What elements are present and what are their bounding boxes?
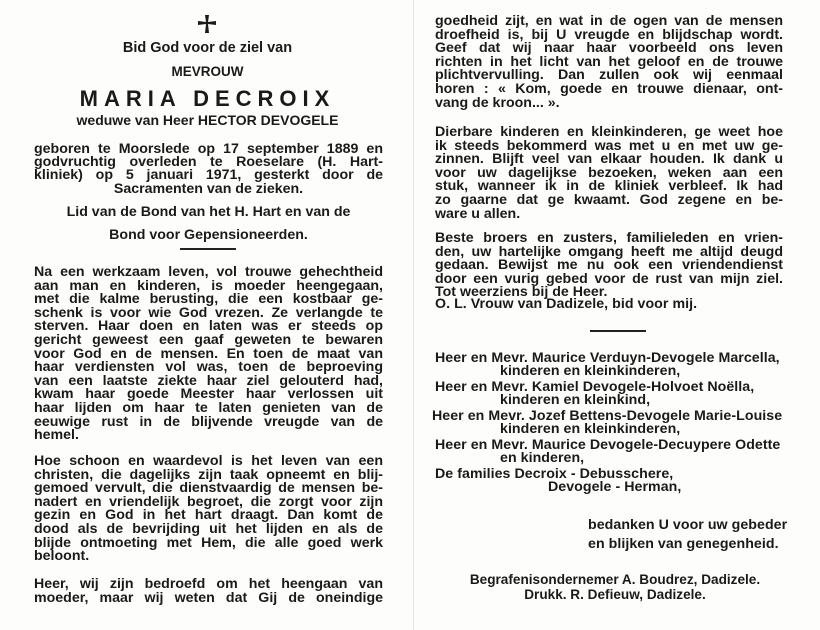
right-page	[410, 0, 820, 630]
family-member-name: De families Decroix - Debusschere,	[435, 466, 674, 482]
text-line: horen : « Kom, goede en trouwe dienaar, ont-	[435, 81, 783, 97]
text-line: gedaan. Bewijst me nu ook een vriendendienst	[435, 257, 783, 274]
text-line: nadert en vriendelijk begroet, die zorgt voor zijn	[34, 493, 383, 510]
text-line: ware u allen.	[435, 205, 521, 222]
family-member-name: Heer en Mevr. Maurice Verduyn-Devogele Marcella,	[435, 350, 780, 366]
text-line: dood als de bevrijding uit het lijden en als de	[34, 521, 383, 537]
text-line: eeuwige rust in de blijvende vreugde van de	[34, 413, 383, 430]
text-line: van een laatste ziekte haar ziel gelouterd had,	[34, 372, 383, 389]
text-line: Tot weerziens bij de Heer.	[435, 284, 608, 301]
divider	[590, 330, 646, 332]
text-line: gericht geweest een gaaf geweten te bewaren	[34, 332, 383, 348]
family-member-relatives: kinderen en kleinkinderen,	[500, 363, 681, 379]
text-line: kwam haar goede Meester haar verlossen uit	[34, 386, 383, 403]
text-line: christen, die dagelijks zijn taak opneemt en blij-	[34, 466, 383, 483]
birth-line: kliniek) op 5 januari 1971, gesterkt door de	[34, 167, 383, 183]
family-member-relatives: en kinderen,	[500, 450, 585, 466]
birth-line: geboren te Moorslede op 17 september 1889 en	[34, 141, 383, 157]
thanks-line: bedanken U voor uw gebeder	[588, 517, 788, 533]
membership-line: Bond voor Gepensioneerden.	[109, 227, 308, 243]
text-line: door een vurig gebed voor de rust van mijn ziel.	[435, 270, 783, 287]
text-line: aan man en kinderen, is moeder heengegaan,	[34, 277, 383, 294]
text-line: zinnen. Blijft veel van elkaar houden. Ik dank u	[435, 151, 783, 168]
birth-line: Sacramenten van de zieken.	[113, 181, 304, 197]
prayer-heading: Bid God voor de ziel van	[122, 40, 293, 56]
family-member-relatives: kinderen en kleinkinderen,	[500, 421, 681, 437]
family-member-relatives: kinderen en kleinkind,	[500, 392, 651, 408]
membership-line: Lid van de Bond van het H. Hart en van de	[66, 204, 351, 220]
text-line: haar verdiensten vol was, toen de beproeving	[34, 359, 383, 376]
funeral-director-credit: Begrafenisondernemer A. Boudrez, Dadizele.	[469, 572, 761, 587]
printer-credit: Drukk. R. Defieuw, Dadizele.	[524, 587, 706, 602]
family-member-relatives: Devogele - Herman,	[548, 479, 682, 495]
family-member-name: Heer en Mevr. Kamiel Devogele-Holvoet Noëlla,	[435, 379, 755, 395]
text-line: hemel.	[34, 427, 79, 444]
text-line: den, uw hartelijke omgang heeft me altijd deugd	[435, 243, 783, 260]
text-line: zo gaarne dat ge kwaamt. God zegene en be-	[435, 192, 783, 208]
text-line: Dierbare kinderen en kleinkinderen, ge weet hoe	[435, 124, 783, 140]
prayer-to-our-lady: O. L. Vrouw van Dadizele, bid voor mij.	[435, 296, 698, 312]
text-line: gezin en God in het hart draagt. Dan komt de	[34, 507, 383, 524]
text-line: droefheid is, bij U vreugde en blijdschap wordt.	[435, 26, 783, 43]
text-line: plichtvervulling. Dan zullen ook wij eenmaal	[435, 67, 783, 84]
text-line: ik steeds bekommerd was met u en met uw ge-	[435, 137, 783, 154]
text-line: goedheid zijt, en wat in de ogen van de mensen	[435, 13, 783, 29]
title-mevrouw: MEVROUW	[171, 64, 244, 79]
text-line: Geef dat wij naar haar voorbeeld ons leven	[435, 40, 783, 57]
text-line: richten in het licht van het geloof en de trouwe	[435, 53, 783, 70]
widow-of-line: weduwe van Heer HECTOR DEVOGELE	[76, 112, 339, 128]
text-line: Na een werkzaam leven, vol trouwe gehechtheid	[34, 264, 383, 280]
thanks-line: en blijken van genegenheid.	[588, 536, 779, 552]
text-line: moeder, maar wij weten dat Gij de oneindige	[34, 589, 383, 606]
family-member-name: Heer en Mevr. Maurice Devogele-Decuypere Odette	[435, 437, 781, 453]
text-line: gemoed vervult, die dienstvaardig de mensen be-	[34, 480, 383, 497]
text-line: haar lijden om haar te laten genieten van de	[34, 400, 383, 416]
text-line: met die kalme berusting, die een kostbaar ge-	[34, 291, 383, 308]
cross-pattee-icon	[196, 13, 218, 35]
text-line: Hoe schoon en waardevol is het leven van een	[34, 453, 383, 469]
family-member-name: Heer en Mevr. Jozef Bettens-Devogele Marie-Louise	[432, 408, 783, 424]
text-line: stuk, wanneer ik in de kliniek verbleef. Ik had	[435, 178, 783, 195]
text-line: vang de kroon... ».	[435, 94, 560, 111]
divider	[180, 248, 236, 250]
text-line: Beste broers en zusters, familieleden en vrien-	[435, 230, 783, 246]
text-line: beloont.	[34, 548, 90, 565]
text-line: sterven. Haar doen en laten was er steeds op	[34, 318, 383, 335]
birth-line: godvruchtig overleden te Roeselare (H. Hart-	[34, 154, 383, 170]
text-line: Heer, wij zijn bedroefd om het heengaan van	[34, 576, 383, 592]
text-line: blijde ontmoeting met Hem, die alle goed werk	[34, 534, 383, 551]
deceased-name: MARIA DECROIX	[79, 86, 336, 111]
text-line: voor uw dagelijkse bezoeken, weken aan een	[435, 164, 783, 181]
text-line: voor God en de mensen. En toen de maat van	[34, 345, 383, 362]
text-line: schenk is voor wie God vrezen. Ze verlangde te	[34, 304, 383, 321]
